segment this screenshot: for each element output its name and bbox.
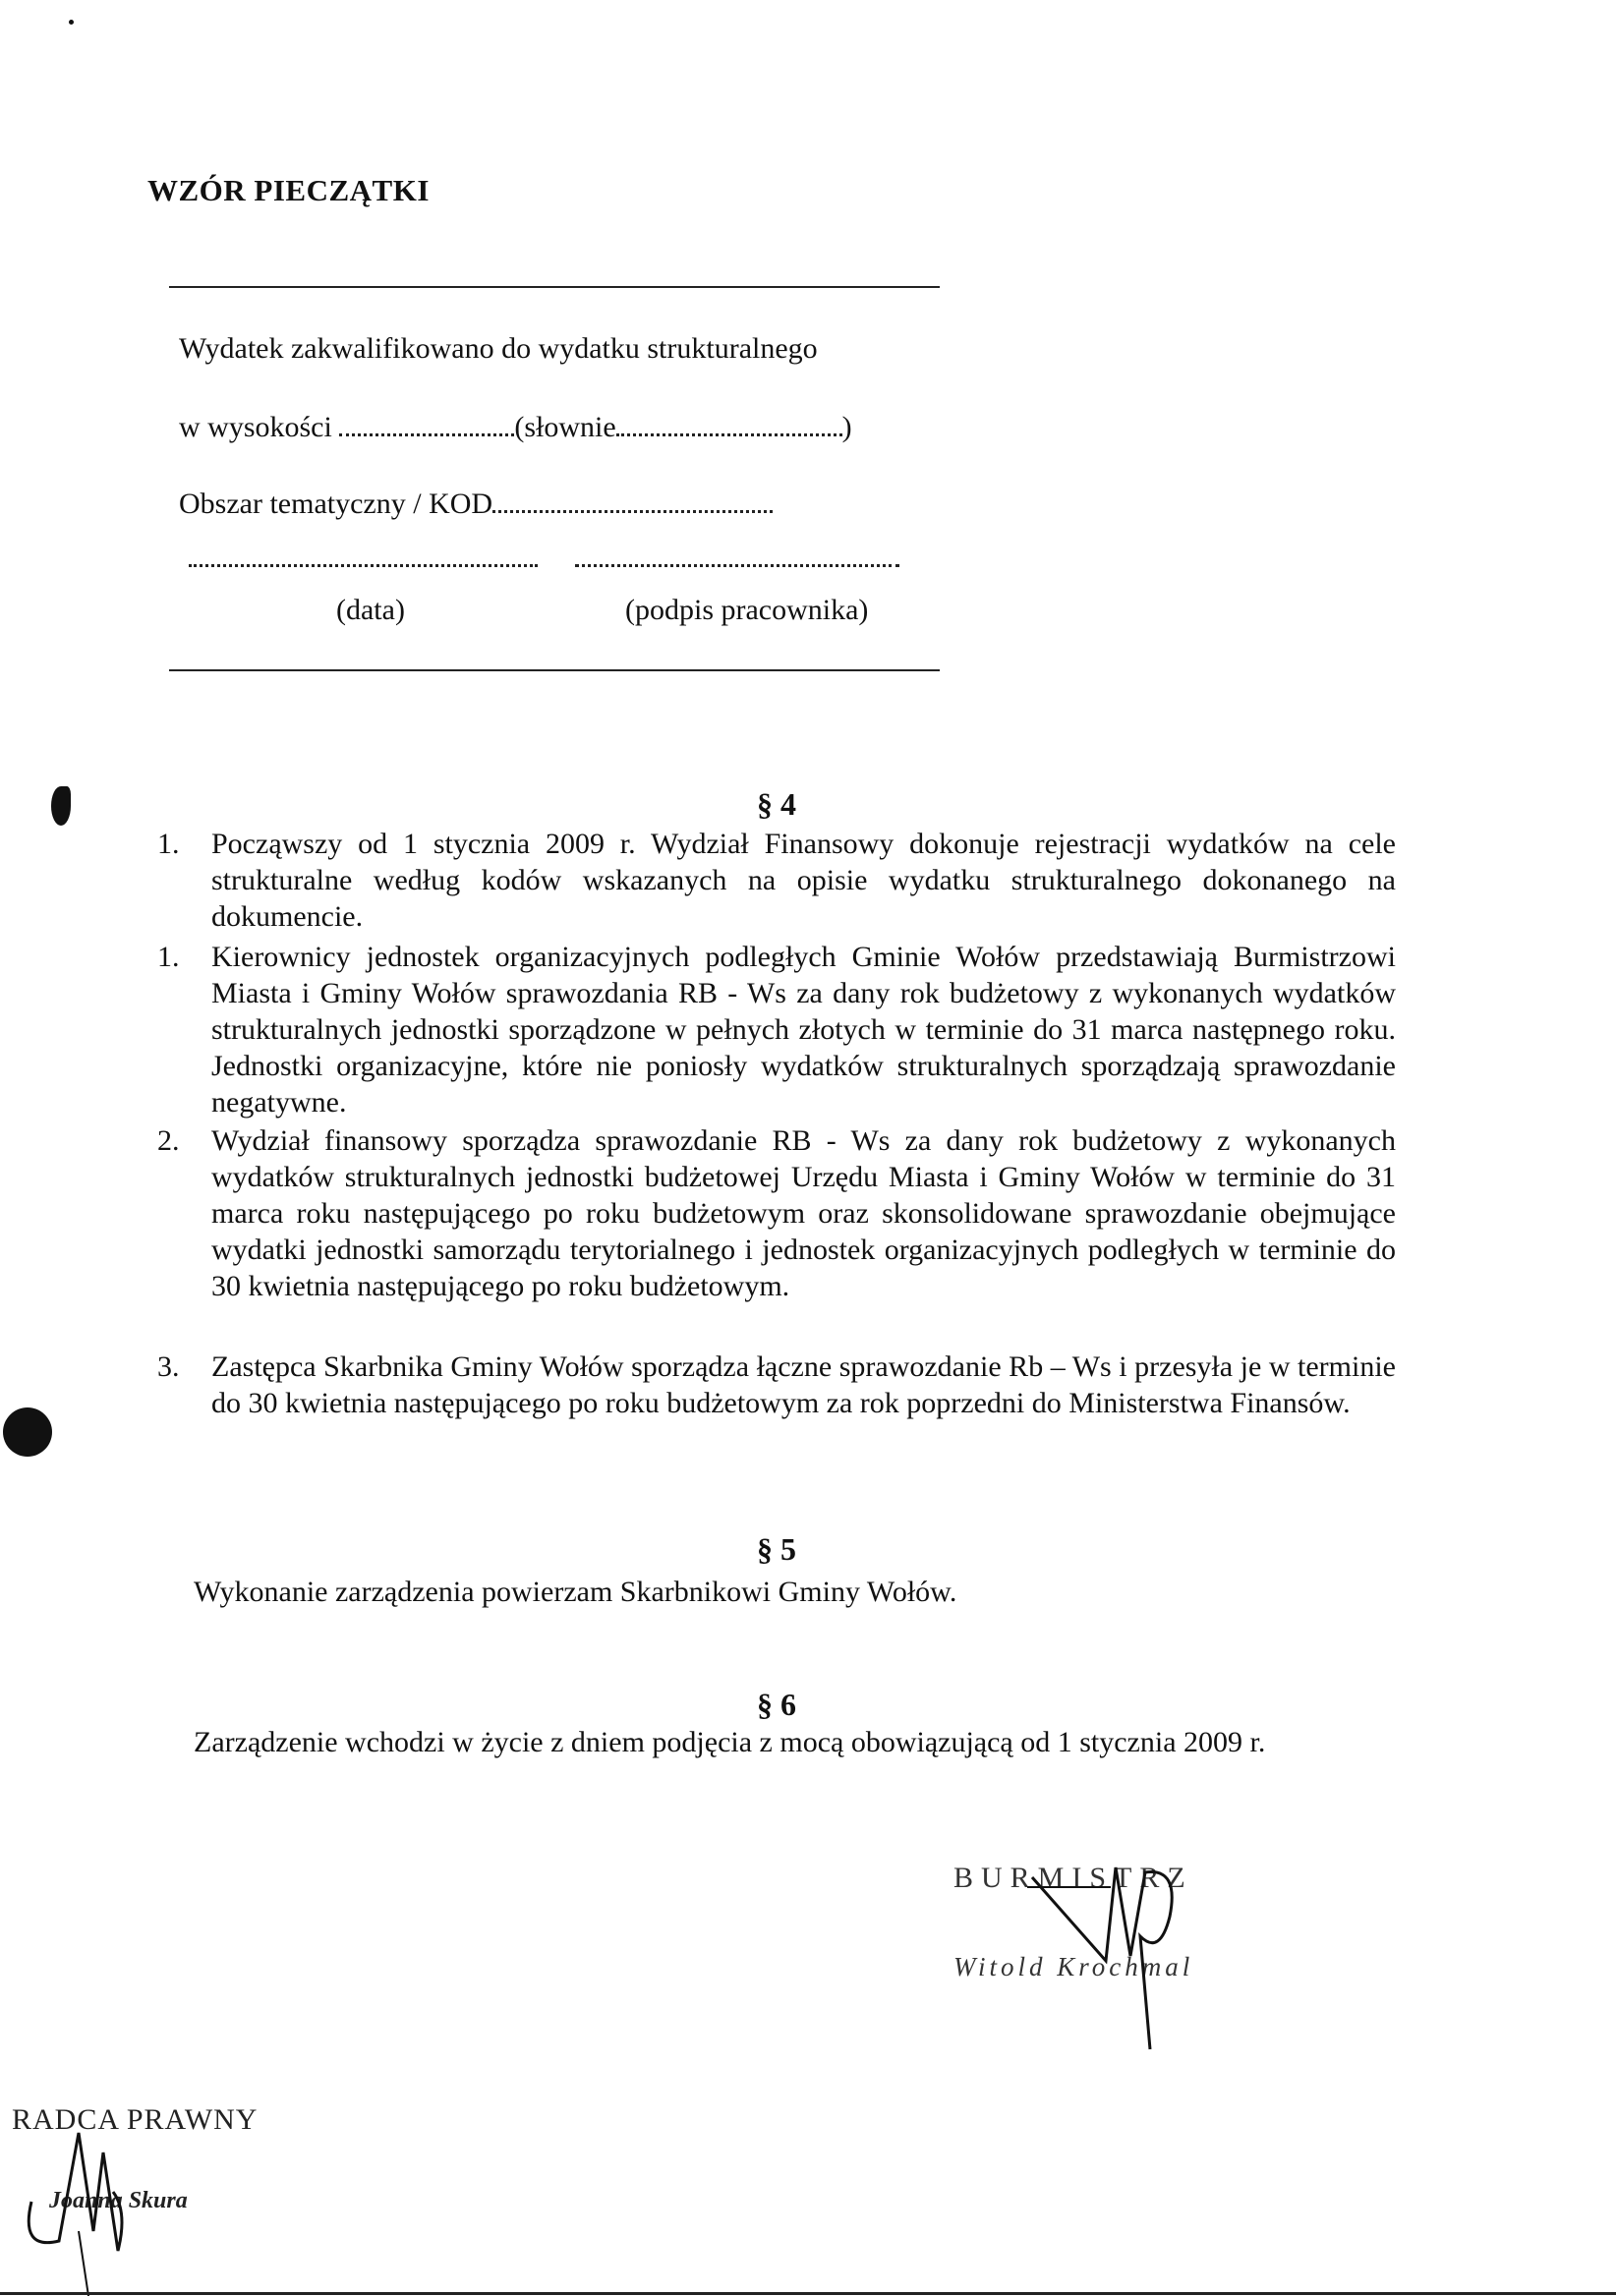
list-item-text: Począwszy od 1 stycznia 2009 r. Wydział Finansowy dokonuje rejestracji wydatków na cele strukturalne według kodów wskazanych na opisie wydatku strukturalnego dokonanego na dokumencie. <box>211 828 1396 933</box>
legal-advisor-name: Joanna Skura <box>49 2188 188 2213</box>
list-item-text: Zastępca Skarbnika Gminy Wołów sporządza łączne sprawozdanie Rb – Ws i przesyła je w terminie do 30 kwietnia następującego po roku budżetowym za rok poprzedni do Ministerstwa Finansów. <box>211 1350 1396 1419</box>
list-item-number: 3. <box>157 1350 180 1383</box>
section-4-mark: § 4 <box>757 786 796 822</box>
section-5-mark: § 5 <box>757 1531 796 1567</box>
stamp-amount-label: w wysokości <box>179 411 332 443</box>
stamp-amount-line <box>179 411 852 444</box>
legal-advisor-title: RADCA PRAWNY <box>12 2103 259 2136</box>
stamp-amount-words-close: ) <box>841 411 852 443</box>
page-bottom-edge <box>0 2292 1616 2295</box>
stamp-amount-words-label: (słownie <box>514 411 616 443</box>
list-item <box>157 1349 1396 1421</box>
section-6-text: Zarządzenie wchodzi w życie z dniem podjęcia z mocą obowiązującą od 1 stycznia 2009 r. <box>194 1726 1266 1758</box>
legal-advisor-handwritten-signature <box>20 2113 177 2296</box>
stamp-top-divider <box>169 286 940 288</box>
punch-hole-mark <box>3 1407 52 1457</box>
list-item-number: 1. <box>157 828 180 860</box>
area-code-blank <box>492 488 773 513</box>
list-item-text: Wydział finansowy sporządza sprawozdanie RB - Ws za dany rok budżetowy z wykonanych wydatków strukturalnych jednostki budżetowej Urzędu Miasta i Gminy Wołów w terminie do 31 marca roku następującego po roku budżetowym oraz skonsolidowane sprawozdanie obejmujące wydatki jednostki samorządu terytorialnego i jednostek organizacyjnych podległych w terminie do 30 kwietnia następującego po roku budżetowym. <box>211 1124 1396 1302</box>
stamp-bottom-divider <box>169 669 940 671</box>
scan-artifact-dot <box>69 20 74 25</box>
signature-blank <box>575 564 899 567</box>
list-item <box>157 1122 1396 1304</box>
amount-words-blank <box>616 412 842 436</box>
section-5-text: Wykonanie zarządzenia powierzam Skarbnikowi Gminy Wołów. <box>194 1576 957 1608</box>
mayor-name: Witold Krochmal <box>953 1952 1194 1981</box>
mayor-title: BURMISTRZ <box>953 1862 1193 1894</box>
scan-artifact-mark <box>51 786 71 826</box>
signature-label: (podpis pracownika) <box>625 594 869 626</box>
stamp-area-label: Obszar tematyczny / KOD <box>179 488 493 520</box>
date-label: (data) <box>336 594 405 626</box>
list-item-number: 1. <box>157 941 180 973</box>
list-item <box>157 826 1396 935</box>
mayor-handwritten-signature <box>1022 1848 1209 2054</box>
section-6-mark: § 6 <box>757 1687 796 1722</box>
stamp-title: WZÓR PIECZĄTKI <box>147 173 430 207</box>
amount-blank <box>339 412 514 436</box>
list-item-number: 2. <box>157 1124 180 1157</box>
list-item <box>157 939 1396 1120</box>
stamp-qualification-line: Wydatek zakwalifikowano do wydatku strukturalnego <box>179 332 818 365</box>
stamp-area-line <box>179 488 773 521</box>
list-item-text: Kierownicy jednostek organizacyjnych podległych Gminie Wołów przedstawiają Burmistrzowi Miasta i Gminy Wołów sprawozdania RB - Ws za dany rok budżetowy z wykonanych wydatków strukturalnych jednostki sporządzone w pełnych złotych w terminie do 31 marca następnego roku. Jednostki organizacyjne, które nie poniosły wydatków strukturalnych sporządzają sprawozdanie negatywne. <box>211 941 1396 1119</box>
date-blank <box>189 564 538 567</box>
